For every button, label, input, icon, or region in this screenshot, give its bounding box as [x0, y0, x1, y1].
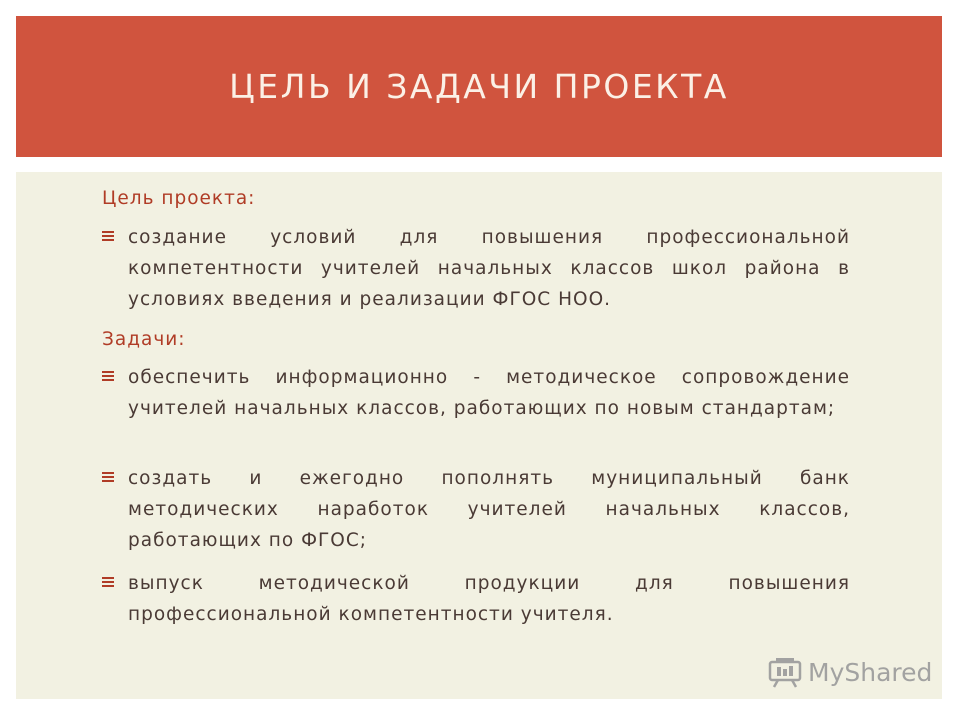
bullet-marker-icon — [102, 371, 114, 381]
bullet-text: выпуск методической продукции для повышения профессиональной компетентности учителя. — [128, 573, 850, 625]
task-bullet — [102, 568, 850, 630]
slide-header — [16, 16, 942, 157]
slide-title: ЦЕЛЬ И ЗАДАЧИ ПРОЕКТА — [229, 67, 729, 106]
bullet-text: создание условий для повышения профессиональной компетентности учителей начальных классов школ района в условиях введения и реализации ФГОС НОО. — [128, 227, 850, 310]
bullet-text: обеспечить информационно - методическое сопровождение учителей начальных классов, работающих по новым стандартам; — [128, 367, 850, 419]
slide-content — [16, 172, 942, 699]
watermark-logo — [768, 656, 932, 688]
task-bullet — [102, 362, 850, 424]
goal-heading: Цель проекта: — [102, 188, 256, 209]
bullet-text: создать и ежегодно пополнять муниципальный банк методических наработок учителей начальных классов, работающих по ФГОС; — [128, 468, 850, 551]
bullet-marker-icon — [102, 231, 114, 241]
bullet-marker-icon — [102, 472, 114, 482]
bullet-marker-icon — [102, 577, 114, 587]
task-bullet — [102, 463, 850, 556]
presentation-board-icon — [768, 656, 802, 688]
watermark-text: MyShared — [808, 657, 933, 687]
goal-bullet — [102, 222, 850, 315]
tasks-heading: Задачи: — [102, 329, 186, 350]
